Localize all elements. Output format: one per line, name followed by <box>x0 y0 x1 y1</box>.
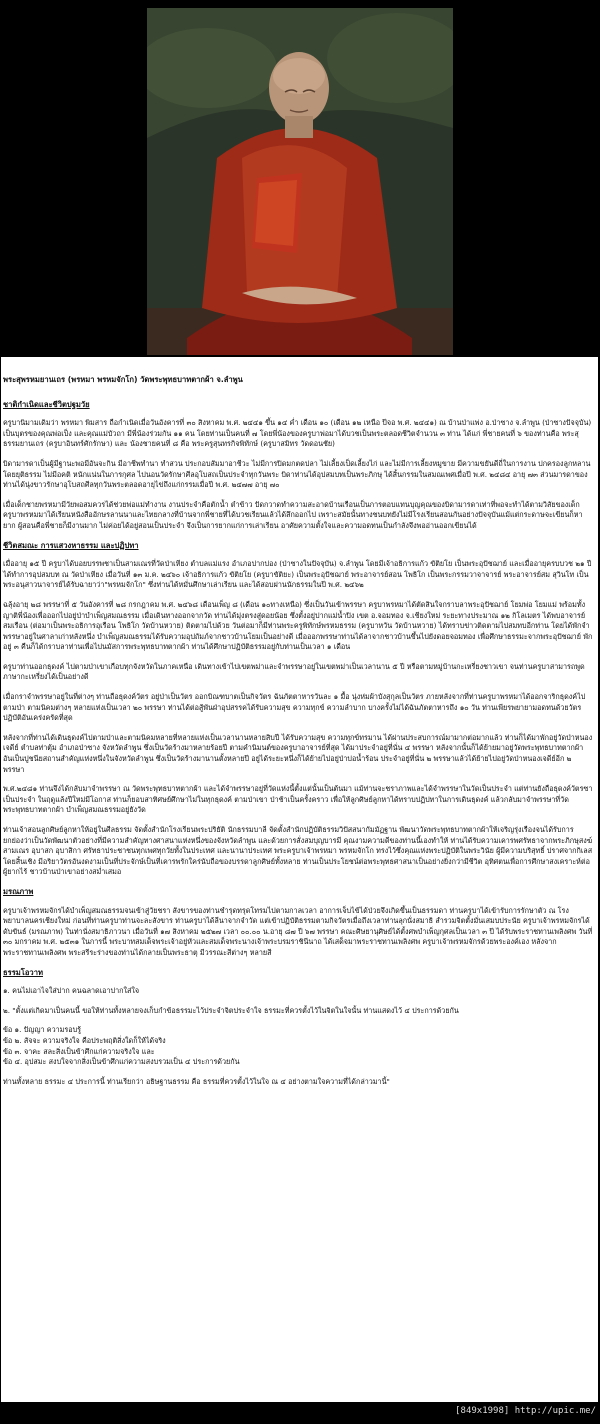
image-host-watermark: [849x1998] http://upic.me/ <box>455 1406 596 1416</box>
paragraph: เมื่อกราจำพรรษาอยู่ในที่ต่างๆ ท่านถือธุดงค์วัตร อยู่ป่าเป็นวัตร ออกบิณฑบาตเป็นกิจวัตร ฉันภัตตาหารวันละ ๑ มื้อ นุ่งห่มผ้าบังสุกุลเป็นวัตร ภายหลังจากที่ท่านครูบาพรหมาได้ออกจาริกธุดงค์ไปตามป่า ตามนิคมต่างๆ หลายแห่งเป็นเวลา ๒๐ พรรษา ท่านได้ต่อสู้พันฝ่าอุปสรรคได้รับความสุข ความทุกข์ ความลำบาก บางครั้งไม่ได้ฉันภัตตาหารถึง ๑๐ วัน ท่านเพียรพยายามอดทนด้วยวัตรปฏิบัติอันเคร่งครัดที่สุด <box>3 692 586 723</box>
teaching-subitem: ข้อ ๔. อุปสมะ สงบใจจากสิ่งเป็นข้าศึกแก่ความสงบรวมเป็น ๔ ประการด้วยกัน <box>3 1057 240 1067</box>
teaching-subitem: ข้อ ๓. จาคะ สละสิ่งเป็นข้าศึกแก่ความจริงใจ และ <box>3 1046 155 1056</box>
article-title: พระสุพรหมยานเถร (พรหมา พรหมจักโก) วัดพระพุทธบาทตากผ้า จ.ลำพูน <box>3 375 243 384</box>
monk-portrait-illustration <box>147 8 453 355</box>
paragraph: ท่านเจ้าสอนลูกศิษย์ลูกหาให้อยู่ในศีลธรรม จัดตั้งสำนักโรงเรียนพระปริยัติ นักธรรมบาลี จัดตั้งสำนักปฏิบัติธรรมวิปัสสนากัมมัฏฐาน พัฒนาวัดพระพุทธบาทตากผ้าให้เจริญรุ่งเรืองจนได้รับการยกย่องว่าเป็นวัดพัฒนาตัวอย่างที่มีความสำคัญทางศาสนาแห่งหนึ่งของจังหวัดลำพูน และด้วยการสั่งสมบุญบารมี คุณงามความดีของท่านนี้เองทำให้ ท่านได้รับความเคารพศรัทธาจากพระภิกษุสงฆ์ สามเณร อุบาสก อุบาสิกา ศรัทธาประชาชนทุกเพศทุกวัยทั้งในประเทศ และนานาประเทศ พระครูบาเจ้าพรหมา พรหมจักโก ทรงไว้ซึ่งคุณแห่งพระปฏิบัติในพระวินัย ผู้มีความบริสุทธิ์ ปราศจากกิเลสโดยสิ้นเชิง มีอริยาวัตรอันงดงามเป็นที่ประจักษ์เป็นที่เคารพรักใคร่นับถือของบรรดาลูกศิษย์ทั้งหลาย ท่านเป็นประโยชน์ต่อพระพุทธศาสนาเป็นอย่างยิ่งกว่ามีชีวิต อุทิศตนเพื่อการศึกษาสงเคราะห์ต่อผู้ยากไร้ ชาวบ้านป่าเขาอย่างสม่ำเสมอ <box>3 825 593 877</box>
section-heading-passing: มรณภาพ <box>3 886 34 896</box>
teaching-subitem: ข้อ ๒. สัจจะ ความจริงใจ คือประพฤติสิ่งใดก็ให้ได้จริง <box>3 1035 166 1045</box>
section-heading-teachings: ธรรมโอวาท <box>3 967 43 977</box>
monk-portrait-photo <box>147 8 453 355</box>
teaching-closing: ท่านทั้งหลาย ธรรมะ ๔ ประการนี้ ท่านเรียกว่า อธิษฐานธรรม คือ ธรรมที่ควรตั้งไว้ในใจ ณ ๔ อย่างตามใจความที่ได้กล่าวมานี้" <box>3 1076 390 1086</box>
paragraph: หลังจากที่ท่านได้เดินธุดงค์ไปตามป่าและตามนิคมหลายที่หลายแห่งเป็นเวลานานหลายสิบปี ได้รับความสุข ความทุกข์ทรมาน ได้ผ่านประสบการณ์มามากต่อมากแล้ว ท่านก็ได้มาพักอยู่วัดป่าหนองเจดีย์ ตำบลท่าตุ้ม อำเภอป่าซาง จังหวัดลำพูน ซึ่งเป็นวัดร้างมาหลายร้อยปี ตามคำนิมนต์ของครูบาอาจารย์ที่สุด ได้มาประจำอยู่ที่นั่น ๔ พรรษา หลังจากนั้นก็ได้ย้ายมาอยู่วัดพระพุทธบาทตากผ้า อันเป็นปูชนียสถานสำคัญแห่งหนึ่งในจังหวัดลำพูน ซึ่งเป็นวัดร้างมานานตั้งหลายปี อยู่ได้ระยะหนึ่งก็ได้ย้ายไปอยู่ป่าบ่อน้ำร้อน ประจำอยู่ที่นั่น ๒ พรรษาแล้วได้ย้ายไปอยู่วัดป่าหนองเจดีย์อีก ๒ พรรษา <box>3 732 593 774</box>
paragraph: ครูบาท่านออกธุดงค์ ไปตามป่าเขาเกือบทุกจังหวัดในภาคเหนือ เดินทางเข้าไปเขตพม่าและจำพรรษาอยู่ในเขตพม่าเป็นเวลานาน ๕ ปี หรือตามหมู่บ้านกะเหรี่ยงชาวเขา จนท่านครูบาสามารถพูดภาษากะเหรี่ยงได้เป็นอย่างดี <box>3 661 585 682</box>
teaching-subitem: ข้อ ๑. ปัญญา ความรอบรู้ <box>3 1025 81 1035</box>
paragraph: เมื่ออายุ ๑๕ ปี ครูบาได้บอยบรรพชาเป็นสามเณรที่วัดป่าเหียง ตำบลแม่แรง อำเภอปากบ่อง (ป่าซางในปัจจุบัน) จ.ลำพูน โดยมีเจ้าอธิการแก้ว ขัติยโย เป็นพระอุปัชฌาย์ และเมื่ออายุครบบวช ๒๑ ปีได้ทำการอุปสมบท ณ วัดป่าเหียง เมื่อวันที่ ๑๓ ม.ค. ๒๔๖๐ เจ้าอธิการแก้ว ขัติยโย (ครูบาขัติยะ) เป็นพระอุปัชฌาย์ พระอาจารย์สอน โพธิโก เป็นพระกรรมวาจาจารย์ พระอาจารย์สม สุวินโท เป็นพระอนุสาวนาจารย์ได้รับฉายาว่า"พรหมจักโก" ซึ่งท่านได้หมั่นศึกษาเล่าเรียน และได้สอบผ่านนักธรรมในปี พ.ศ. ๒๔๖๒ <box>3 559 592 590</box>
paragraph: เมื่อเด็กชายพรหมามีวัยพอสมควรได้ช่วยพ่อแม่ทำงาน งานประจำคือตักน้ำ ตำข้าว ปัดกวาดทำความสะอาดบ้านเรือนเป็นการตอบแทนบุญคุณของบิดามารดาเท่าที่พอจะทำได้ตามวิสัยของเด็ก ครูบาพรหมมาได้เรียนหนังสืออักษรลานนาและไทยกลางที่บ้านจากพี่ชายที่ได้บวชเรียนแล้วได้ลึกออกไป เพราะสมัยนั้นทางชนบทยังไม่มีโรงเรียนสอนกันอย่างปัจจุบันแม้แต่กระดาษจะเขียนก็หายาก ผู้สอนคือพี่ชายก็มีงานมาก ไม่ค่อยได้อยู่สอนเป็นประจำ จึงเป็นการยากแก่การเล่าเรียน อาศัยความตั้งใจและความอดทนเป็นกำลังจึงพออ่านออกเขียนได้ <box>3 499 583 530</box>
teaching-item: ๒. "ตั้งแต่เกิดมาเป็นคนนี้ ขอให้ท่านทั้งหลายจงเก็บกำข้อธรรมะไว้ประจำจิตประจำใจ ธรรมะที่ควรตั้งไว้ในจิตในใจนั้น ท่านแสดงไว้ ๔ ประการด้วยกัน <box>3 1005 459 1015</box>
paragraph: ครูบานิมามเดิมว่า พรหมา พิมสาร ถือกำเนิดเมื่อวันอังคารที่ ๓๐ สิงหาคม พ.ศ. ๒๔๔๑ ขึ้น ๑๔ ค่ำ เดือน ๑๐ (เดือน ๑๒ เหนือ ปีจอ พ.ศ. ๒๔๔๑) ณ บ้านป่าแพ่ง อ.ป่าซาง จ.ลำพูน (ป่าซางปัจจุบัน) เป็นบุตรของคุณพ่อเป็ง และคุณแม่บัวถา มีพี่น้องร่วมกัน ๑๑ คน โดยท่านเป็นคนที่ ๗ โดยพี่น้องของครูบาพ่อมาได้บวชเป็นพระตลอดชีวิตจำนวน ๓ ท่าน ได้แก่ พี่ชายคนที่ ๖ ของท่านคือ พระสุธรรมยานเถร (ครูบาอินทร์ศักรักษา) และ น้องชายคนที่ ๘ คือ พระครูสุนทรกิจพิทักษ์ (ครูบาสมิทร วัดดอนชัย) <box>3 418 592 449</box>
article-body <box>1 357 598 1087</box>
section-heading-origin: ชาติกำเนิดและชีวิตปฐมวัย <box>3 399 90 409</box>
paragraph: ฉลุ้งอายุ ๒๘ พรรษาที่ ๕ วันอังคารที่ ๒๘ กรกฎาคม พ.ศ. ๒๔๖๘ เดือนเพ็ญ ๘ (เดือน ๑๐ทางเหนือ) ซึ่งเป็นวันเข้าพรรษา ครูบาพรหมาได้ตัดสินใจกราบลาพระอุปัชฌาย์ โยมพ่อ โยมแม่ พร้อมทั้งญาติพี่น้องเพื่อออกไปอยู่ป่าบำเพ็ญสมณธรรม เมื่อเดินทางออกจากวัด ท่านได้มุ่งตรงสู่ดอยน้อย ซึ่งตั้งอยู่ปากแม่น้ำปิง เขต อ.จอมทอง จ.เชียงใหม่ ระยะทางประมาณ ๑๒ กิโลเมตร ได้พบอาจารย์สมเรือน (ต่อมาเป็นพระอธิการอุเรือน โพธิโก วัดบ้านหวาย) ติดตามไปด้วย วันต่อมาก็มีท่านพระครูพิทักษ์พรหมธรรม (ครูบาหวัน วัดบ้านหวาย) ได้ทราบข่าวติดตามไปสมทบอีกท่าน โดยได้พักจำพรรษาอยู่ในศาลาเก่าหลังหนึ่ง บำเพ็ญสมณธรรมได้รับความอุปถัมภ์จากชาวบ้านโยมเป็นอย่างดี เมื่อออกพรรษาท่านได้ลาจากชาวบ้านขึ้นไปยังดอยจอมทอง เพื่อศึกษาธรรมะจากพระอุปัชฌาย์ พักอยู่ ๓ คืนก็ได้กราบลาท่านเพื่อไปนมัสการพระพุทธบาทตากผ้า ท่านได้ศึกษาปฏิบัติธรรมอยู่กับท่านเป็นเวลา ๑ เดือน <box>3 599 593 652</box>
paragraph: พ.ศ.๒๔๘๑ ท่านจึงได้กลับมาจำพรรษา ณ วัดพระพุทธบาทตากผ้า และได้จำพรรษาอยู่ที่วัดแห่งนี้ตั้งแต่นั้นเป็นต้นมา แม้ท่านจะชราภาพและได้จำพรรษาในวัดเป็นประจำ แต่ท่านยังถือธุดงค์วัตรซาเป็นประจำ ในฤดูแล้งปีใหม่มีโอกาส ท่านก็ยอบสาทิศษย์ศึกษาไม่ในทุกธุดงค์ ตามป่าเขา ป่าช้าเป็นครั้งคราว เพื่อให้ลูกศิษย์ลูกหาได้ทราบปฏิปทาในการเดินธุดงค์ แล้วกลับมาจำพรรษาที่วัดพระพุทธบาทตากผ้า บำเพ็ญสมณธรรมอยู่ยังวัด <box>3 784 593 815</box>
section-heading-monkhood: ชีวิตสมณะ การแสวงหาธรรม และปฏิปทา <box>3 540 139 550</box>
paragraph: บิดามารดาเป็นผู้มีฐานะพอมีอันจะกิน มีอาชีพทำนา ทำสวน ประกอบสัมมาอาชีวะ ไม่มีการปิดมกตดปลา ไม่เลี้ยงเป็ดเลี้ยงไก่ และไม่มีการเลี้ยงหมูขาย มีความขยันดีถี่ในการงาน ปกครองลูกหลานโดยยุติธรรม ไม่มีอคติ หนักแน่นในการกุศล ไปนอนวัดรักษาศีลอุโบสถเป็นประจำทุกวันพระ บิดาท่านได้อุปสมบทเป็นพระภิกษุ ได้สิ้นกรรมในสมณเพศเมื่อปี พ.ศ. ๒๔๘๔ อายุ ๗๓ ส่วนมารดาของท่านได้นุ่งขาวรักษาอุโบสถศีลทุกวันพระตลอดอายุไข่ถึงแก่กรรมเมื่อปี พ.ศ. ๒๔๗๗ อายุ ๗๐ <box>3 458 591 490</box>
teaching-item: ๑. คนไม่เอาไจใส่ปาก คนฉลาดเอาปากใส่ใจ <box>3 986 140 996</box>
article-card <box>1 357 598 1402</box>
paragraph: ครูบาเจ้าพรหมจักรได้บำเพ็ญสมณธรรมจนเข้าสู่วัยชรา สังขารของท่านชำรุดทรุดโทรมไปตามกาลเวลา อาการเจ็บไข้ได้ป่วยจึงเกิดขึ้นเป็นธรรมดา ท่านครูบาได้เข้ารับการรักษาตัว ณ โรงพยาบาลนครเชียงใหม่ ก่อนที่ท่านครูบาท่านจะละสังขาร ท่านครูบาได้ลีนาจากจำวัด แต่เข้าปฏิบัติธรรมตามกิจวัตรเมื่อถึงเวลาท่านลุกนั่งสมาธิ สำรวมจิตตั้งมั่นเสมบประนัย ครูบาเจ้าพรหมจักรได้ดับขันธ์ (มรณภาพ) ในท่านั่งสมาธิภาวนา เมื่อวันที่ ๑๗ สิงหาคม ๒๕๒๗ เวลา ๐๐.๐๐ น.อายุ ๘๗ ปี ๖๗ พรรษา คณะศิษยานุศิษย์ได้ตั้งศพบำเพ็ญกุศลเป็นเวลา ๓ ปี ได้รับพระราชทานเพลิงศพ วันที่ ๓๐ มกราคม พ.ศ. ๒๕๓๑ ในการนี้ พระบาทสมเด็จพระเจ้าอยู่หัวและสมเด็จพระนางเจ้าพระบรมราชินีนาถ ได้เสด็จมาพระราชทานเพลิงศพ ครูบาเจ้าพรหมจักรด้วยพระองค์เอง หลังจากพระราชทานเพลิงศพ พระสรีระร่างของท่านได้กลายเป็นพระธาตุ มีวรรณะสีต่างๆ หลายสี <box>3 905 593 957</box>
